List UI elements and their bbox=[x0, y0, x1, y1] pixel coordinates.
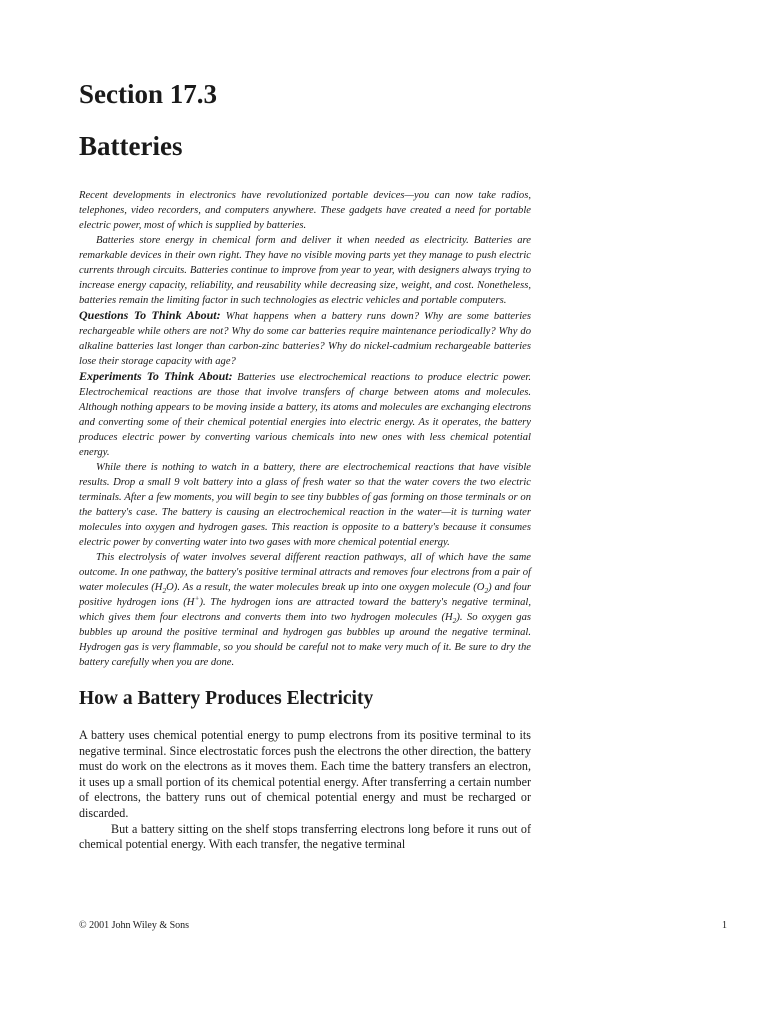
subscript-2: 2 bbox=[162, 586, 167, 596]
body-text bbox=[79, 728, 531, 853]
questions-text: What happens when a battery runs down? Why are some batteries rechargeable while others are not? Why do some car batteries require maintenance periodically? Why do alkaline batteries last longer than carbon-zinc batteries? Why do nickel-cadmium rechargeable batteries lose their storage capacity with age? bbox=[79, 311, 531, 367]
chapter-title: Batteries bbox=[79, 131, 183, 161]
body-paragraph-1: A battery uses chemical potential energy to pump electrons from its positive terminal to its negative terminal. Since electrostatic forces push the electrons the other direction, the battery must do work on the electrons as it moves them. Each time the battery transfers an electron, it uses up a small portion of its chemical potential energy. After transferring a certain number of electrons, the battery runs out of chemical potential energy and must be recharged or discarded. bbox=[79, 728, 531, 820]
experiments-paragraph-3 bbox=[79, 550, 531, 670]
intro-paragraph-1: Recent developments in electronics have revolutionized portable devices—you can now take radios, telephones, video recorders, and computers anywhere. These gadgets have created a need for portable electric power, most of which is supplied by batteries. bbox=[79, 190, 531, 231]
page-content bbox=[79, 78, 531, 853]
electrolysis-text-e: ). So oxygen gas bubbles up around the positive terminal and hydrogen gas bubbles up around the negative terminal. Hydrogen gas is very flammable, so you should be careful not to make very much of it. Be sure to dry the battery carefully when you are done. bbox=[79, 612, 532, 668]
experiments-text-1: Batteries use electrochemical reactions to produce electric power. Electrochemical reactions are those that involve transfers of charge between atoms and molecules. Although nothing appears to be moving inside a battery, its atoms and molecules are exchanging electrons and converting some of their chemical potential energies into electric energy. As it operates, the battery produces electric power by converting various chemicals into new ones with less chemical potential energy. bbox=[79, 372, 532, 458]
body-paragraph-2: But a battery sitting on the shelf stops transferring electrons long before it runs out of chemical potential energy. With each transfer, the negative terminal bbox=[79, 821, 531, 852]
electrolysis-text-d: ). The hydrogen ions are attracted toward the battery's negative terminal, which gives them four electrons and converts them into two hydrogen molecules (H bbox=[79, 597, 531, 623]
experiments-lead: Experiments To Think About: bbox=[79, 369, 233, 383]
electrolysis-text-a: This electrolysis of water involves several different reaction pathways, all of which have the same outcome. In one pathway, the battery's positive terminal attracts and removes four electrons from a pair of water molecules (H bbox=[79, 552, 531, 593]
electrolysis-text-c: ) and four positive hydrogen ions (H bbox=[79, 582, 531, 608]
section-heading: How a Battery Produces Electricity bbox=[79, 688, 374, 709]
electrolysis-text-b: O). As a result, the water molecules break up into one oxygen molecule (O bbox=[166, 582, 485, 593]
experiments-paragraph-1 bbox=[79, 369, 531, 460]
intro-paragraph-2: Batteries store energy in chemical form and deliver it when needed as electricity. Batteries are remarkable devices in their own right. They have no visible moving parts yet they manage to push electric currents through circuits. Batteries continue to improve from year to year, with designers always trying to increase energy capacity, reliability, and reusability while decreasing size, weight, and cost. Nonetheless, batteries remain the limiting factor in such technologies as electric vehicles and portable computers. bbox=[79, 235, 531, 306]
copyright-footer: © 2001 John Wiley & Sons bbox=[79, 920, 190, 931]
section-title: Section 17.3 bbox=[79, 79, 217, 109]
questions-paragraph bbox=[79, 308, 531, 369]
experiments-paragraph-2: While there is nothing to watch in a battery, there are electrochemical reactions that have visible results. Drop a small 9 volt battery into a glass of fresh water so that the water covers the two electric terminals. After a few moments, you will begin to see tiny bubbles of gas forming on those terminals or on the battery's case. The battery is causing an electrochemical reaction in the water—it is turning water molecules into oxygen and hydrogen gases. This reaction is opposite to a battery's because it consumes electric power by converting water into two gases with more chemical potential energy. bbox=[79, 462, 531, 548]
superscript-plus: + bbox=[194, 593, 200, 603]
subscript-2: 2 bbox=[452, 616, 457, 626]
questions-lead: Questions To Think About: bbox=[79, 308, 221, 322]
subscript-2: 2 bbox=[484, 586, 489, 596]
page-number: 1 bbox=[722, 920, 727, 931]
intro-block bbox=[79, 188, 531, 670]
